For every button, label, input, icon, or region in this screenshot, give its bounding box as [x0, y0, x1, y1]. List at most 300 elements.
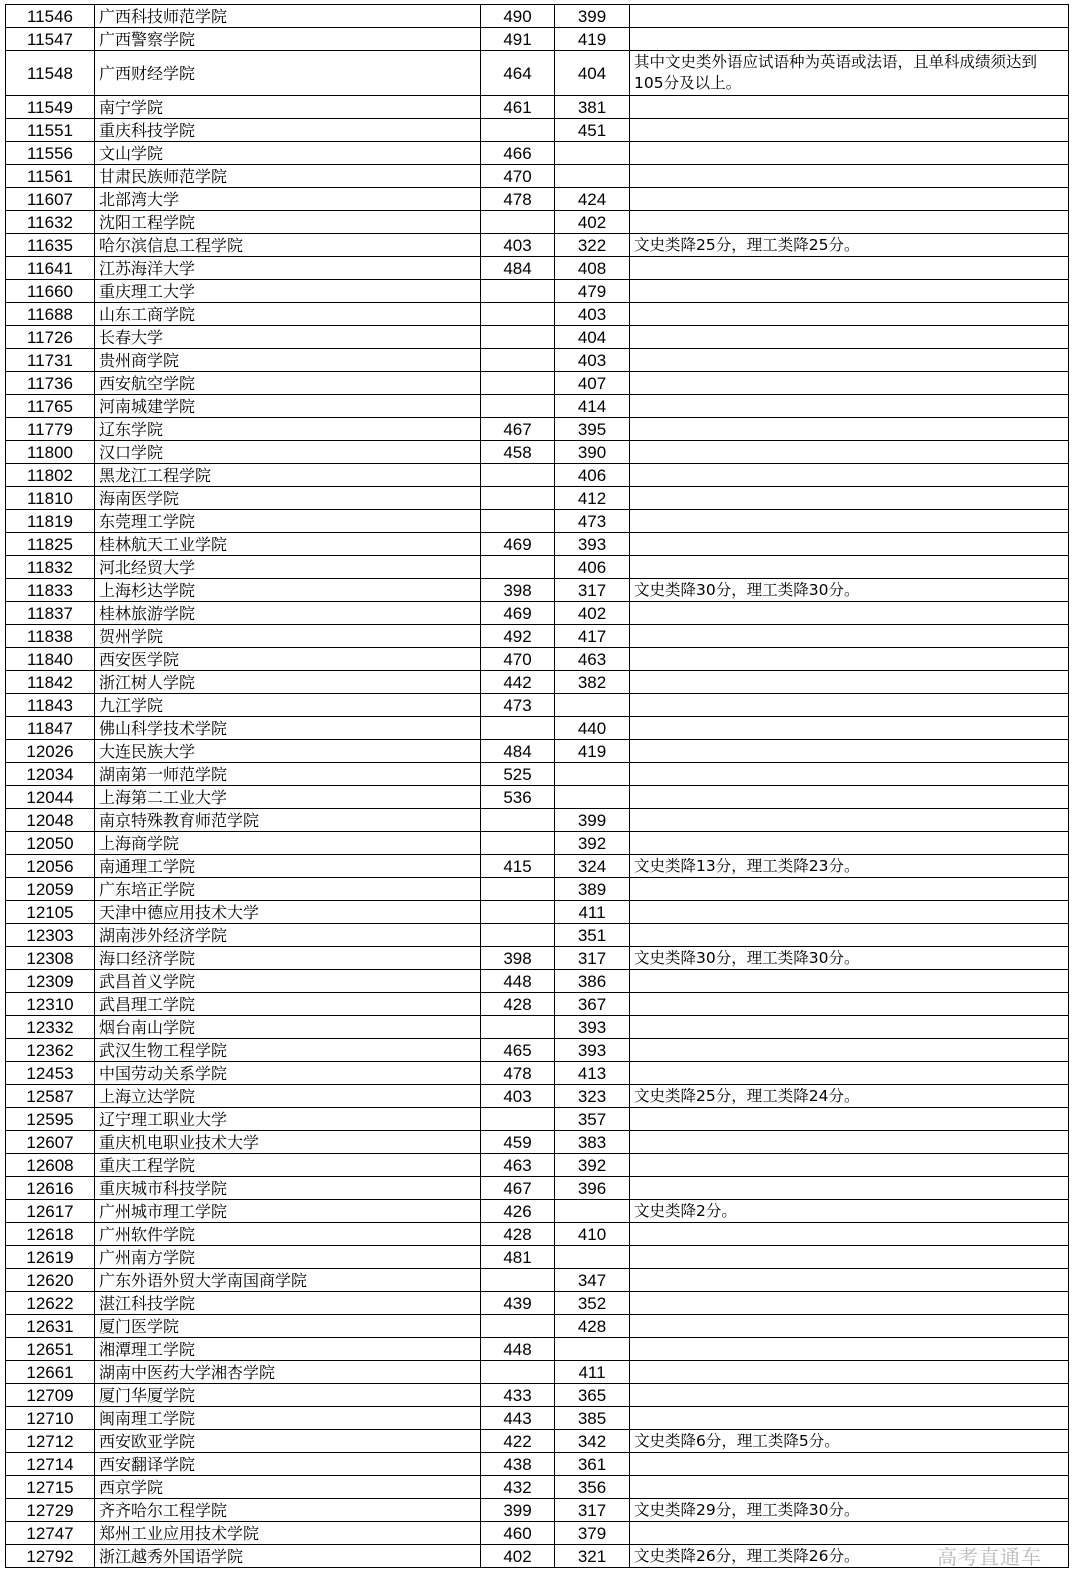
school-name-cell: 郑州工业应用技术学院: [95, 1522, 481, 1545]
school-name-cell: 武汉生物工程学院: [95, 1039, 481, 1062]
note-cell: 文史类降25分，理工类降25分。: [630, 234, 1069, 257]
arts-score-cell: [481, 211, 555, 234]
note-cell: [630, 1269, 1069, 1292]
arts-score-cell: 442: [481, 671, 555, 694]
arts-score-cell: [481, 1361, 555, 1384]
school-code-cell: 12607: [6, 1131, 95, 1154]
table-row: [6, 464, 1069, 487]
table-row: [6, 1039, 1069, 1062]
table-row: [6, 763, 1069, 786]
school-code-cell: 11832: [6, 556, 95, 579]
school-name-cell: 西安翻译学院: [95, 1453, 481, 1476]
arts-score-cell: 492: [481, 625, 555, 648]
school-name-cell: 九江学院: [95, 694, 481, 717]
note-cell: [630, 188, 1069, 211]
arts-score-cell: [481, 372, 555, 395]
arts-score-cell: 403: [481, 234, 555, 257]
school-name-cell: 广西科技师范学院: [95, 5, 481, 28]
school-code-cell: 12048: [6, 809, 95, 832]
arts-score-cell: 463: [481, 1154, 555, 1177]
table-row: [6, 165, 1069, 188]
school-name-cell: 上海立达学院: [95, 1085, 481, 1108]
science-score-cell: 393: [555, 1039, 630, 1062]
school-code-cell: 12619: [6, 1246, 95, 1269]
school-name-cell: 河北经贸大学: [95, 556, 481, 579]
school-name-cell: 桂林航天工业学院: [95, 533, 481, 556]
school-code-cell: 11688: [6, 303, 95, 326]
table-row: [6, 924, 1069, 947]
school-name-cell: 西京学院: [95, 1476, 481, 1499]
arts-score-cell: 415: [481, 855, 555, 878]
note-cell: [630, 395, 1069, 418]
school-name-cell: 沈阳工程学院: [95, 211, 481, 234]
table-row: [6, 441, 1069, 464]
note-cell: [630, 740, 1069, 763]
school-code-cell: 12308: [6, 947, 95, 970]
school-code-cell: 11546: [6, 5, 95, 28]
school-code-cell: 11551: [6, 119, 95, 142]
science-score-cell: 479: [555, 280, 630, 303]
table-row: [6, 1315, 1069, 1338]
school-name-cell: 广州软件学院: [95, 1223, 481, 1246]
table-row: [6, 1430, 1069, 1453]
science-score-cell: 404: [555, 326, 630, 349]
school-code-cell: 12044: [6, 786, 95, 809]
arts-score-cell: 448: [481, 1338, 555, 1361]
arts-score-cell: [481, 832, 555, 855]
note-cell: [630, 1315, 1069, 1338]
school-name-cell: 长春大学: [95, 326, 481, 349]
table-row: [6, 1407, 1069, 1430]
school-code-cell: 11838: [6, 625, 95, 648]
arts-score-cell: 422: [481, 1430, 555, 1453]
table-row: [6, 556, 1069, 579]
arts-score-cell: 403: [481, 1085, 555, 1108]
arts-score-cell: [481, 717, 555, 740]
note-cell: [630, 970, 1069, 993]
arts-score-cell: 439: [481, 1292, 555, 1315]
school-code-cell: 12362: [6, 1039, 95, 1062]
table-row: [6, 648, 1069, 671]
arts-score-cell: 491: [481, 28, 555, 51]
table-row: [6, 878, 1069, 901]
science-score-cell: 424: [555, 188, 630, 211]
note-cell: [630, 1177, 1069, 1200]
school-name-cell: 江苏海洋大学: [95, 257, 481, 280]
science-score-cell: 414: [555, 395, 630, 418]
note-cell: [630, 602, 1069, 625]
arts-score-cell: [481, 1016, 555, 1039]
science-score-cell: 324: [555, 855, 630, 878]
table-row: [6, 1154, 1069, 1177]
school-code-cell: 11765: [6, 395, 95, 418]
table-row: [6, 1522, 1069, 1545]
school-code-cell: 12595: [6, 1108, 95, 1131]
school-name-cell: 厦门医学院: [95, 1315, 481, 1338]
note-cell: 文史类降26分，理工类降26分。: [630, 1545, 1069, 1568]
table-row: [6, 395, 1069, 418]
note-cell: 文史类降2分。: [630, 1200, 1069, 1223]
arts-score-cell: 458: [481, 441, 555, 464]
school-code-cell: 12618: [6, 1223, 95, 1246]
school-name-cell: 桂林旅游学院: [95, 602, 481, 625]
school-code-cell: 11556: [6, 142, 95, 165]
table-row: [6, 901, 1069, 924]
table-row: [6, 1200, 1069, 1223]
school-code-cell: 11837: [6, 602, 95, 625]
science-score-cell: 351: [555, 924, 630, 947]
note-cell: [630, 211, 1069, 234]
science-score-cell: 403: [555, 303, 630, 326]
note-cell: [630, 326, 1069, 349]
note-cell: [630, 1131, 1069, 1154]
note-cell: [630, 165, 1069, 188]
school-name-cell: 湖南涉外经济学院: [95, 924, 481, 947]
arts-score-cell: [481, 1108, 555, 1131]
science-score-cell: 323: [555, 1085, 630, 1108]
note-cell: [630, 1039, 1069, 1062]
table-row: [6, 717, 1069, 740]
table-row: [6, 602, 1069, 625]
note-cell: 文史类降6分，理工类降5分。: [630, 1430, 1069, 1453]
arts-score-cell: 473: [481, 694, 555, 717]
arts-score-cell: [481, 395, 555, 418]
school-name-cell: 浙江树人学院: [95, 671, 481, 694]
school-code-cell: 11800: [6, 441, 95, 464]
school-name-cell: 贵州商学院: [95, 349, 481, 372]
science-score-cell: 419: [555, 740, 630, 763]
arts-score-cell: 470: [481, 165, 555, 188]
science-score-cell: 322: [555, 234, 630, 257]
arts-score-cell: 432: [481, 1476, 555, 1499]
note-cell: [630, 372, 1069, 395]
table-row: [6, 280, 1069, 303]
school-code-cell: 12622: [6, 1292, 95, 1315]
school-name-cell: 闽南理工学院: [95, 1407, 481, 1430]
table-row: [6, 510, 1069, 533]
science-score-cell: 402: [555, 602, 630, 625]
science-score-cell: 381: [555, 96, 630, 119]
arts-score-cell: [481, 1269, 555, 1292]
science-score-cell: 393: [555, 533, 630, 556]
science-score-cell: 365: [555, 1384, 630, 1407]
note-cell: [630, 533, 1069, 556]
note-cell: [630, 648, 1069, 671]
school-code-cell: 12729: [6, 1499, 95, 1522]
school-name-cell: 重庆城市科技学院: [95, 1177, 481, 1200]
school-code-cell: 11802: [6, 464, 95, 487]
table-row: [6, 96, 1069, 119]
science-score-cell: [555, 786, 630, 809]
arts-score-cell: [481, 119, 555, 142]
note-cell: [630, 625, 1069, 648]
science-score-cell: 317: [555, 1499, 630, 1522]
science-score-cell: 383: [555, 1131, 630, 1154]
note-cell: [630, 694, 1069, 717]
table-row: [6, 188, 1069, 211]
note-cell: 文史类降13分，理工类降23分。: [630, 855, 1069, 878]
school-name-cell: 广西警察学院: [95, 28, 481, 51]
table-row: [6, 740, 1069, 763]
note-cell: [630, 1108, 1069, 1131]
arts-score-cell: [481, 878, 555, 901]
science-score-cell: [555, 165, 630, 188]
school-code-cell: 12616: [6, 1177, 95, 1200]
table-row: [6, 832, 1069, 855]
table-row: [6, 1223, 1069, 1246]
arts-score-cell: 469: [481, 602, 555, 625]
school-code-cell: 11810: [6, 487, 95, 510]
note-cell: [630, 556, 1069, 579]
school-name-cell: 重庆理工大学: [95, 280, 481, 303]
note-cell: [630, 878, 1069, 901]
arts-score-cell: [481, 464, 555, 487]
arts-score-cell: [481, 303, 555, 326]
school-name-cell: 天津中德应用技术大学: [95, 901, 481, 924]
school-name-cell: 哈尔滨信息工程学院: [95, 234, 481, 257]
school-code-cell: 12651: [6, 1338, 95, 1361]
table-row: [6, 1246, 1069, 1269]
school-code-cell: 12310: [6, 993, 95, 1016]
arts-score-cell: [481, 1315, 555, 1338]
arts-score-cell: 402: [481, 1545, 555, 1568]
note-cell: 文史类降30分，理工类降30分。: [630, 579, 1069, 602]
science-score-cell: 411: [555, 1361, 630, 1384]
arts-score-cell: 470: [481, 648, 555, 671]
science-score-cell: 428: [555, 1315, 630, 1338]
table-row: [6, 119, 1069, 142]
school-name-cell: 武昌首义学院: [95, 970, 481, 993]
table-row: [6, 533, 1069, 556]
school-code-cell: 12303: [6, 924, 95, 947]
school-name-cell: 南宁学院: [95, 96, 481, 119]
school-code-cell: 11549: [6, 96, 95, 119]
school-name-cell: 南通理工学院: [95, 855, 481, 878]
arts-score-cell: 459: [481, 1131, 555, 1154]
science-score-cell: 413: [555, 1062, 630, 1085]
school-name-cell: 西安航空学院: [95, 372, 481, 395]
school-name-cell: 大连民族大学: [95, 740, 481, 763]
table-row: [6, 257, 1069, 280]
science-score-cell: 382: [555, 671, 630, 694]
school-name-cell: 海口经济学院: [95, 947, 481, 970]
school-name-cell: 厦门华厦学院: [95, 1384, 481, 1407]
note-cell: [630, 487, 1069, 510]
note-cell: [630, 786, 1069, 809]
science-score-cell: 406: [555, 556, 630, 579]
arts-score-cell: 490: [481, 5, 555, 28]
school-name-cell: 广州城市理工学院: [95, 1200, 481, 1223]
science-score-cell: [555, 1338, 630, 1361]
science-score-cell: 392: [555, 1154, 630, 1177]
arts-score-cell: 469: [481, 533, 555, 556]
table-row: [6, 211, 1069, 234]
school-code-cell: 12608: [6, 1154, 95, 1177]
arts-score-cell: 484: [481, 257, 555, 280]
watermark-text: 高考直通车: [937, 1545, 1042, 1569]
school-name-cell: 广东培正学院: [95, 878, 481, 901]
school-name-cell: 汉口学院: [95, 441, 481, 464]
table-row: [6, 1361, 1069, 1384]
school-name-cell: 辽宁理工职业大学: [95, 1108, 481, 1131]
school-code-cell: 12709: [6, 1384, 95, 1407]
school-name-cell: 海南医学院: [95, 487, 481, 510]
school-name-cell: 上海商学院: [95, 832, 481, 855]
science-score-cell: 403: [555, 349, 630, 372]
science-score-cell: 396: [555, 1177, 630, 1200]
arts-score-cell: 426: [481, 1200, 555, 1223]
science-score-cell: [555, 142, 630, 165]
arts-score-cell: [481, 326, 555, 349]
note-cell: [630, 441, 1069, 464]
school-name-cell: 上海第二工业大学: [95, 786, 481, 809]
school-code-cell: 12056: [6, 855, 95, 878]
school-code-cell: 12712: [6, 1430, 95, 1453]
science-score-cell: 408: [555, 257, 630, 280]
science-score-cell: [555, 1246, 630, 1269]
table-row: [6, 142, 1069, 165]
school-name-cell: 黑龙江工程学院: [95, 464, 481, 487]
school-name-cell: 佛山科学技术学院: [95, 717, 481, 740]
science-score-cell: 440: [555, 717, 630, 740]
table-row: [6, 671, 1069, 694]
table-row: [6, 579, 1069, 602]
school-name-cell: 武昌理工学院: [95, 993, 481, 1016]
science-score-cell: 342: [555, 1430, 630, 1453]
school-name-cell: 重庆机电职业技术大学: [95, 1131, 481, 1154]
table-body: [6, 5, 1069, 1568]
science-score-cell: 406: [555, 464, 630, 487]
arts-score-cell: 467: [481, 1177, 555, 1200]
science-score-cell: 393: [555, 1016, 630, 1039]
arts-score-cell: 398: [481, 579, 555, 602]
science-score-cell: 356: [555, 1476, 630, 1499]
school-code-cell: 11842: [6, 671, 95, 694]
school-code-cell: 11561: [6, 165, 95, 188]
science-score-cell: 399: [555, 5, 630, 28]
school-code-cell: 12631: [6, 1315, 95, 1338]
arts-score-cell: 428: [481, 1223, 555, 1246]
school-name-cell: 上海杉达学院: [95, 579, 481, 602]
table-row: [6, 303, 1069, 326]
note-cell: [630, 119, 1069, 142]
school-code-cell: 12059: [6, 878, 95, 901]
school-code-cell: 11731: [6, 349, 95, 372]
arts-score-cell: [481, 901, 555, 924]
note-cell: 文史类降25分，理工类降24分。: [630, 1085, 1069, 1108]
table-row: [6, 487, 1069, 510]
arts-score-cell: [481, 556, 555, 579]
science-score-cell: 411: [555, 901, 630, 924]
note-cell: [630, 924, 1069, 947]
school-code-cell: 11833: [6, 579, 95, 602]
arts-score-cell: [481, 510, 555, 533]
table-row: [6, 349, 1069, 372]
science-score-cell: 417: [555, 625, 630, 648]
school-name-cell: 西安欧亚学院: [95, 1430, 481, 1453]
school-name-cell: 齐齐哈尔工程学院: [95, 1499, 481, 1522]
admission-score-table: [5, 4, 1069, 1568]
school-name-cell: 山东工商学院: [95, 303, 481, 326]
school-code-cell: 11843: [6, 694, 95, 717]
school-name-cell: 贺州学院: [95, 625, 481, 648]
table-row: [6, 1108, 1069, 1131]
table-row: [6, 372, 1069, 395]
table-row: [6, 1085, 1069, 1108]
table-row: [6, 786, 1069, 809]
science-score-cell: 419: [555, 28, 630, 51]
science-score-cell: 404: [555, 51, 630, 96]
school-code-cell: 11825: [6, 533, 95, 556]
note-cell: [630, 1476, 1069, 1499]
arts-score-cell: 443: [481, 1407, 555, 1430]
table-row: [6, 418, 1069, 441]
table-row: [6, 1545, 1069, 1568]
note-cell: [630, 1062, 1069, 1085]
school-code-cell: 11548: [6, 51, 95, 96]
table-row: [6, 855, 1069, 878]
school-code-cell: 12332: [6, 1016, 95, 1039]
table-row: [6, 1476, 1069, 1499]
arts-score-cell: 399: [481, 1499, 555, 1522]
school-name-cell: 广东外语外贸大学南国商学院: [95, 1269, 481, 1292]
school-code-cell: 12661: [6, 1361, 95, 1384]
table-row: [6, 234, 1069, 257]
note-cell: [630, 1246, 1069, 1269]
science-score-cell: 390: [555, 441, 630, 464]
arts-score-cell: 428: [481, 993, 555, 1016]
school-code-cell: 11726: [6, 326, 95, 349]
table-row: [6, 809, 1069, 832]
table-row: [6, 51, 1069, 96]
arts-score-cell: 461: [481, 96, 555, 119]
school-code-cell: 11847: [6, 717, 95, 740]
note-cell: [630, 671, 1069, 694]
school-name-cell: 湖南第一师范学院: [95, 763, 481, 786]
school-name-cell: 重庆科技学院: [95, 119, 481, 142]
school-code-cell: 12747: [6, 1522, 95, 1545]
arts-score-cell: 433: [481, 1384, 555, 1407]
school-code-cell: 11641: [6, 257, 95, 280]
note-cell: [630, 809, 1069, 832]
science-score-cell: 392: [555, 832, 630, 855]
science-score-cell: 357: [555, 1108, 630, 1131]
school-name-cell: 甘肃民族师范学院: [95, 165, 481, 188]
school-code-cell: 12617: [6, 1200, 95, 1223]
school-name-cell: 文山学院: [95, 142, 481, 165]
school-code-cell: 12714: [6, 1453, 95, 1476]
arts-score-cell: 536: [481, 786, 555, 809]
table-row: [6, 993, 1069, 1016]
note-cell: [630, 763, 1069, 786]
school-name-cell: 北部湾大学: [95, 188, 481, 211]
science-score-cell: 317: [555, 947, 630, 970]
science-score-cell: 412: [555, 487, 630, 510]
science-score-cell: 402: [555, 211, 630, 234]
note-cell: [630, 901, 1069, 924]
science-score-cell: 386: [555, 970, 630, 993]
school-code-cell: 11840: [6, 648, 95, 671]
note-cell: [630, 349, 1069, 372]
note-cell: [630, 5, 1069, 28]
note-cell: [630, 1384, 1069, 1407]
arts-score-cell: 398: [481, 947, 555, 970]
note-cell: [630, 28, 1069, 51]
note-cell: [630, 1223, 1069, 1246]
table-row: [6, 694, 1069, 717]
science-score-cell: 321: [555, 1545, 630, 1568]
note-cell: [630, 257, 1069, 280]
